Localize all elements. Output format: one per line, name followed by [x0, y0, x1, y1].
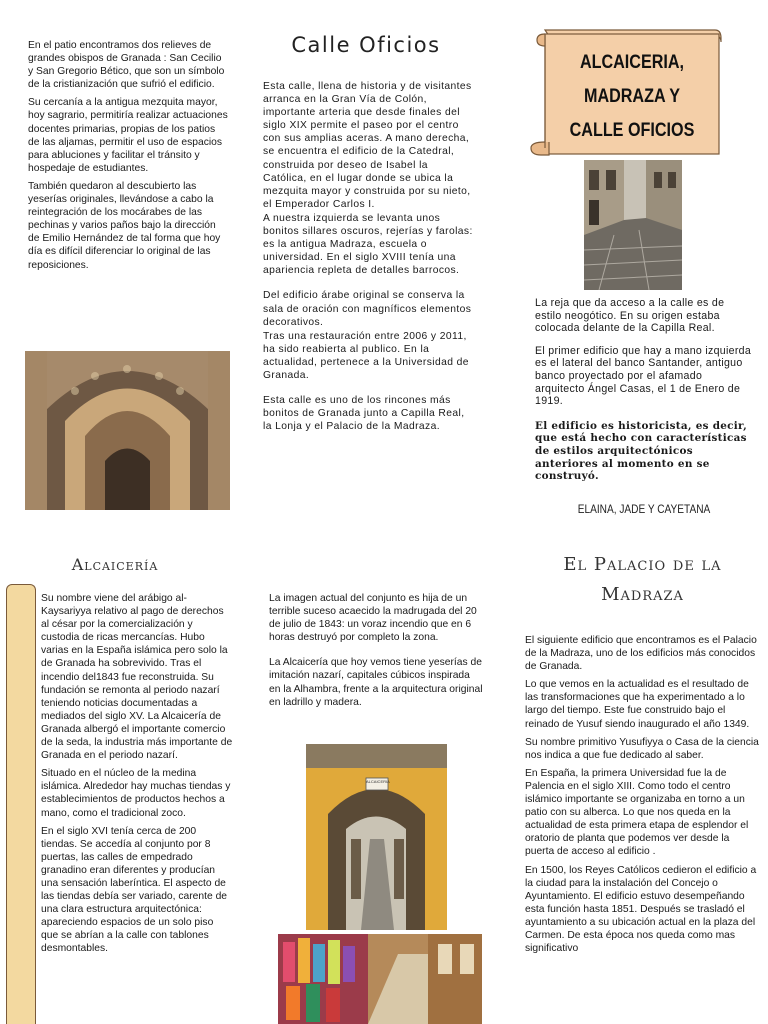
- paragraph: Su cercanía a la antigua mezquita mayor, hoy sagrario, permitiría realizar actuaciones docentes primarias, propias de los patios de las aljamas, permitir el uso de espacios para abluciones y facilitar el tránsito y hospedaje de estudiantes.: [28, 97, 228, 174]
- col2-bottom-text: [269, 592, 484, 714]
- paragraph: El siguiente edificio que encontramos es el Palacio de la Madraza, uno de los edificios más conocidos de Granada.: [525, 635, 757, 673]
- title-line: El Palacio de la: [563, 554, 722, 575]
- col1-bottom-text: [41, 592, 233, 961]
- paragraph: Lo que vemos en la actualidad es el resultado de las transformaciones que ha experimentado a lo largo del tiempo. Este fue construido bajo el reinado de Yusuf siendo inaugurado el año 1349.: [525, 679, 750, 730]
- banner-line: ALCAICERIA,: [579, 52, 685, 73]
- title-scroll-banner: [527, 24, 723, 158]
- paragraph: Su nombre viene del arábigo al-Kaysariyya relativo al pago de derechos al césar por la comercialización y custodia de ricas mercancías. Hubo varias en la España islámica pero solo la de Granada ha sobrevivido. Tras el incendio del1843 fue reconstruida. Su fundación se remonta al periodo nazarí teniendo noticias documentadas a mediados del siglo XV. La Alcaicería de Granada albergó el importante comercio de la seda, la industria más importante de Granada en el periodo nazarí.: [41, 593, 233, 762]
- paragraph: En 1500, los Reyes Católicos cedieron el edificio a la ciudad para la instalación del Concejo o Ayuntamiento. El edificio estuvo desempeñando esta función hasta 1851. Después se trasladó el ayuntamiento a su ubicación actual en la plaza del Carmen. De esta época nos queda como mas significativo: [525, 864, 757, 955]
- paragraph: Su nombre primitivo Yusufiyya o Casa de la ciencia nos indica a que fue dedicado al saber.: [525, 736, 759, 761]
- authors-credit: ELAINA, JADE Y CAYETANA: [577, 504, 711, 516]
- col3-top-text: [535, 297, 753, 495]
- paragraph: En el siglo XVI tenía cerca de 200 tiendas. Se accedía al conjunto por 8 puertas, las calles de empedrado granadino eran diferentes y producían una sensación laberíntica. El aspecto de las tiendas debía ser variado, carente de una clara estructura arquitectónica: apareciendo espacios de un solo piso que se abrían a la calle con tablones desmontables.: [41, 825, 228, 955]
- banner-line: MADRAZA Y: [583, 86, 680, 107]
- paragraph: Esta calle es uno de los rincones más bonitos de Granada junto a Capilla Real, la Lonja y el Palacio de la Madraza.: [263, 395, 465, 433]
- alcaiceria-arch-photo: [306, 744, 447, 930]
- calle-oficios-street-photo: [584, 160, 682, 290]
- paragraph: El primer edificio que hay a mano izquierda es el lateral del banco Santander, antiguo banco proyectado por el afamado arquitecto Ángel Casas, el 1 de Enero de 1919.: [535, 344, 752, 408]
- paragraph: Tras una restauración entre 2006 y 2011, ha sido reabierta al publico. En la actualidad, pertenece a la Universidad de Granada.: [263, 330, 469, 381]
- col1-top-text: [28, 39, 228, 277]
- paragraph: También quedaron al descubierto las yeserías originales, llevándose a cabo la reintegración de los mocárabes de las pechinas y varios paños bajo la dirección de Emilio Hernández de tal forma que hoy día es difícil diferenciar lo original de las reposiciones.: [28, 180, 221, 271]
- paragraph: La imagen actual del conjunto es hija de un terrible suceso acaecido la madrugada del 20 de julio de 1843: un voraz incendio que en 6 horas destruyó por completo la zona.: [269, 593, 477, 644]
- madraza-mihrab-photo: [25, 351, 230, 510]
- paragraph: Esta calle, llena de historia y de visitantes arranca en la Gran Vía de Colón, importante arteria que desde finales del siglo XIX permite el paseo por el centro con sus amplias aceras. A mano derecha, se encuentra el edificio de la Catedral, construida por deseo de Isabel la Católica, en el lugar donde se ubica la mezquita mayor y construida por su nieto, el Emperador Carlos I.: [263, 81, 472, 210]
- paragraph: En el patio encontramos dos relieves de grandes obispos de Granada : San Cecilio y San Gregorio Bético, que son un símbolo de la cristianización que sufrió el edificio.: [28, 40, 225, 91]
- calle-oficios-title: Calle Oficios: [291, 33, 441, 57]
- side-accent-bar: [6, 584, 36, 1024]
- paragraph: La Alcaicería que hoy vemos tiene yeserías de imitación nazarí, capitales cúbicos inspirada en la Alhambra, frente a la arquitectura original en ladrillo y madera.: [269, 657, 483, 708]
- col3-bottom-text: [525, 634, 761, 960]
- bold-paragraph: El edificio es historicista, es decir, que está hecho con características de estilos arquitectónicos anteriores al momento en se construyó.: [535, 419, 747, 483]
- alcaiceria-title: Alcaicería: [71, 555, 159, 574]
- paragraph: Del edificio árabe original se conserva la sala de oración con magníficos elementos decorativos.: [263, 290, 472, 328]
- paragraph: En España, la primera Universidad fue la de Palencia en el siglo XIII. Como todo el centro islámico importante se organizaba en torno a un patio con su alberca. Lo que nos queda en la actualidad de esta primera etapa de esplendor el oratorio de planta que podemos ver desde la puerta de acceso al edificio .: [525, 767, 749, 858]
- paragraph: A nuestra izquierda se levanta unos bonitos sillares oscuros, rejerías y farolas: es la antigua Madraza, escuela o universidad. En el siglo XVIII tenía una apariencia repleta de detalles barrocos.: [263, 212, 473, 277]
- alcaiceria-shops-photo: [278, 934, 482, 1024]
- title-line: Madraza: [601, 584, 684, 605]
- col2-top-text: [263, 80, 473, 438]
- paragraph: La reja que da acceso a la calle es de estilo neogótico. En su origen estaba colocada delante de la Capilla Real.: [535, 297, 725, 335]
- banner-line: CALLE OFICIOS: [569, 120, 695, 141]
- palacio-madraza-title: [530, 550, 755, 610]
- arch-inscription: ALCAICERIA: [366, 779, 390, 784]
- paragraph: Situado en el núcleo de la medina islámica. Alrededor hay muchas tiendas y establecimientos de productos hechos a mano, como el tradicional zoco.: [41, 768, 231, 819]
